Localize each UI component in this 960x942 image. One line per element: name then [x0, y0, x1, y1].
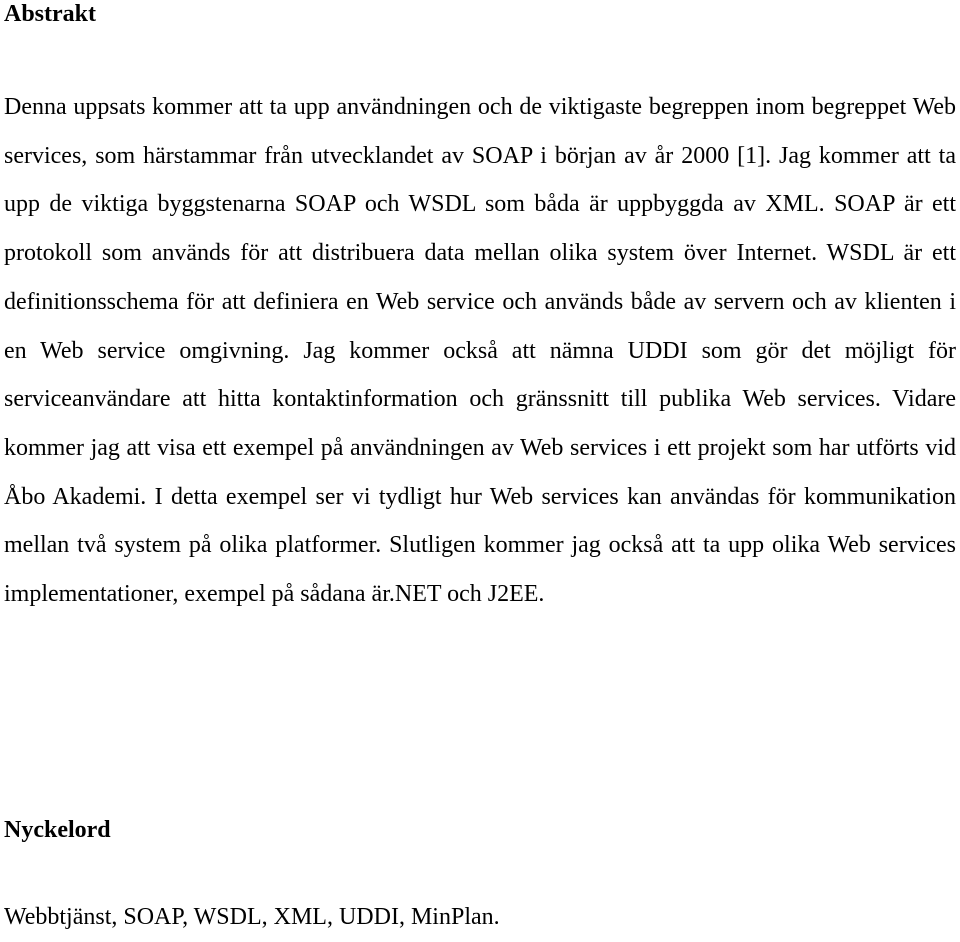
abstract-heading: Abstrakt [4, 1, 97, 27]
keywords-heading: Nyckelord [4, 817, 111, 843]
keywords-paragraph: Webbtjänst, SOAP, WSDL, XML, UDDI, MinPlan. [4, 904, 500, 930]
abstract-paragraph: Denna uppsats kommer att ta upp användningen och de viktigaste begreppen inom begreppet Web services, som härstammar från utvecklandet av SOAP i början av år 2000 [1]. Jag kommer att ta upp de viktiga byggstenarna SOAP och WSDL som båda är uppbyggda av XML. SOAP är ett protokoll som används för att distribuera data mellan olika system över Internet. WSDL är ett definitionsschema för att definiera en Web service och används både av servern och av klienten i en Web service omgivning. Jag kommer också att nämna UDDI som gör det möjligt för serviceanvändare att hitta kontaktinformation och gränssnitt till publika Web services. Vidare kommer jag att visa ett exempel på användningen av Web services i ett projekt som har utförts vid Åbo Akademi. I detta exempel ser vi tydligt hur Web services kan användas för kommunikation mellan två system på olika platformer. Slutligen kommer jag också att ta upp olika Web services implementationer, exempel på sådana är.NET och J2EE. [4, 94, 956, 608]
